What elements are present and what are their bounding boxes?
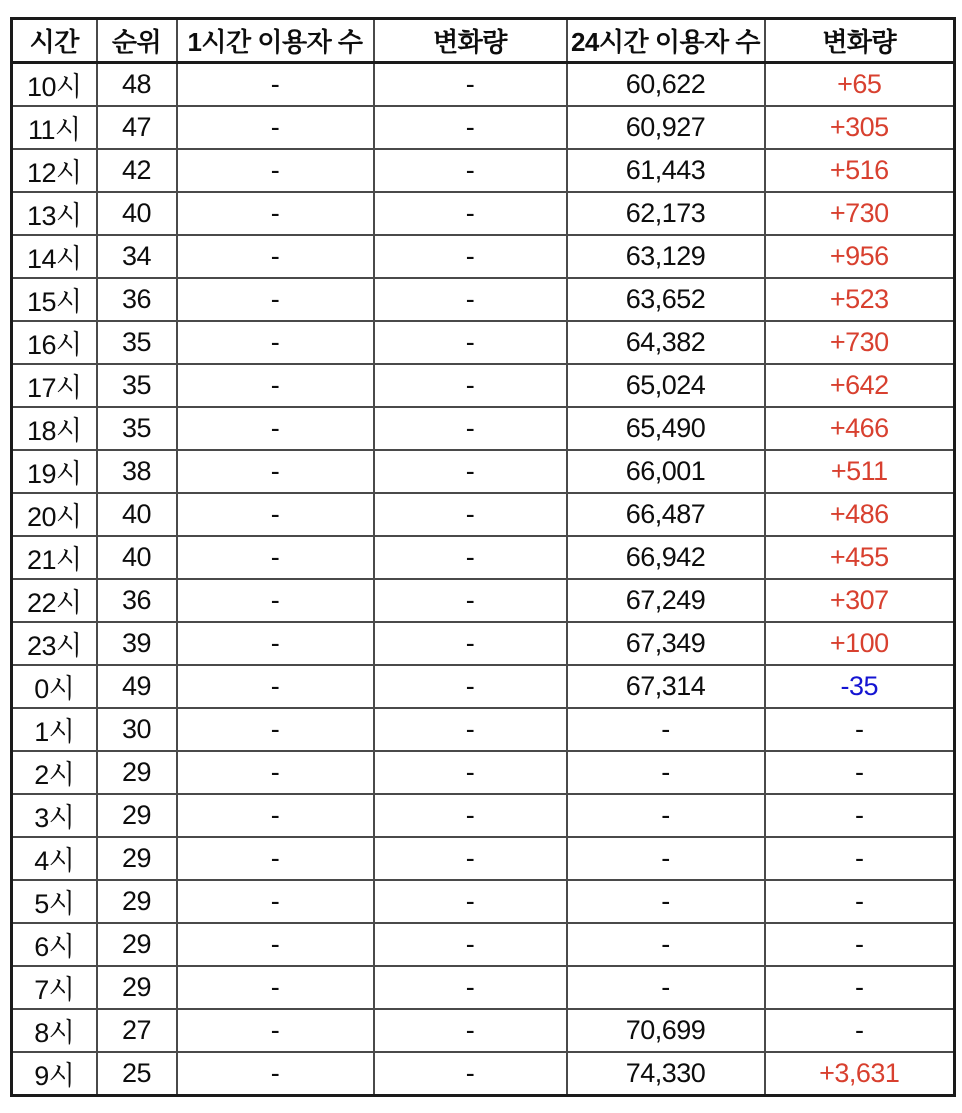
cell-hour-users: - xyxy=(177,1009,374,1052)
cell-hour-users: - xyxy=(177,923,374,966)
table-row xyxy=(12,321,955,364)
cell-time: 4시 xyxy=(12,837,97,880)
cell-hour-users: - xyxy=(177,278,374,321)
cell-hour-change: - xyxy=(374,536,567,579)
cell-day-change: +730 xyxy=(765,321,955,364)
cell-hour-users: - xyxy=(177,966,374,1009)
cell-time: 17시 xyxy=(12,364,97,407)
cell-day-users: 66,487 xyxy=(567,493,765,536)
cell-day-change: - xyxy=(765,751,955,794)
cell-hour-change: - xyxy=(374,1009,567,1052)
header-row xyxy=(12,19,955,63)
cell-hour-users: - xyxy=(177,622,374,665)
cell-time: 5시 xyxy=(12,880,97,923)
cell-hour-change: - xyxy=(374,794,567,837)
cell-day-users: 63,652 xyxy=(567,278,765,321)
cell-rank: 30 xyxy=(97,708,177,751)
table-row xyxy=(12,622,955,665)
cell-day-users: 60,927 xyxy=(567,106,765,149)
table-row xyxy=(12,966,955,1009)
cell-rank: 35 xyxy=(97,364,177,407)
table-row xyxy=(12,407,955,450)
cell-time: 18시 xyxy=(12,407,97,450)
cell-day-users: 63,129 xyxy=(567,235,765,278)
table-row xyxy=(12,536,955,579)
cell-time: 8시 xyxy=(12,1009,97,1052)
cell-rank: 40 xyxy=(97,493,177,536)
column-header-rank: 순위 xyxy=(97,19,177,63)
table-header xyxy=(12,19,955,63)
cell-hour-change: - xyxy=(374,837,567,880)
cell-hour-change: - xyxy=(374,493,567,536)
cell-day-users: - xyxy=(567,880,765,923)
cell-time: 19시 xyxy=(12,450,97,493)
table-row xyxy=(12,364,955,407)
cell-hour-users: - xyxy=(177,794,374,837)
table-container xyxy=(10,17,956,1097)
table-row xyxy=(12,450,955,493)
cell-hour-users: - xyxy=(177,837,374,880)
cell-time: 20시 xyxy=(12,493,97,536)
cell-day-users: - xyxy=(567,794,765,837)
column-header-day_change: 변화량 xyxy=(765,19,955,63)
cell-time: 3시 xyxy=(12,794,97,837)
cell-day-users: 70,699 xyxy=(567,1009,765,1052)
cell-day-change: -35 xyxy=(765,665,955,708)
cell-day-change: +307 xyxy=(765,579,955,622)
cell-day-change: +305 xyxy=(765,106,955,149)
table-row xyxy=(12,278,955,321)
cell-day-change: +511 xyxy=(765,450,955,493)
cell-rank: 29 xyxy=(97,751,177,794)
cell-day-users: - xyxy=(567,708,765,751)
table-row xyxy=(12,493,955,536)
cell-time: 22시 xyxy=(12,579,97,622)
cell-time: 16시 xyxy=(12,321,97,364)
cell-day-users: 65,490 xyxy=(567,407,765,450)
cell-hour-users: - xyxy=(177,450,374,493)
cell-hour-users: - xyxy=(177,407,374,450)
cell-hour-change: - xyxy=(374,192,567,235)
cell-time: 6시 xyxy=(12,923,97,966)
cell-hour-users: - xyxy=(177,751,374,794)
cell-hour-change: - xyxy=(374,321,567,364)
table-row xyxy=(12,751,955,794)
cell-rank: 35 xyxy=(97,321,177,364)
cell-hour-change: - xyxy=(374,622,567,665)
cell-hour-change: - xyxy=(374,665,567,708)
cell-time: 0시 xyxy=(12,665,97,708)
cell-time: 9시 xyxy=(12,1052,97,1096)
table-row xyxy=(12,837,955,880)
cell-rank: 48 xyxy=(97,63,177,107)
cell-day-users: 66,001 xyxy=(567,450,765,493)
cell-day-change: - xyxy=(765,880,955,923)
cell-time: 14시 xyxy=(12,235,97,278)
table-row xyxy=(12,1009,955,1052)
cell-hour-change: - xyxy=(374,407,567,450)
cell-time: 11시 xyxy=(12,106,97,149)
cell-day-change: +956 xyxy=(765,235,955,278)
cell-hour-users: - xyxy=(177,493,374,536)
column-header-time: 시간 xyxy=(12,19,97,63)
cell-day-change: - xyxy=(765,794,955,837)
cell-day-change: - xyxy=(765,1009,955,1052)
cell-hour-change: - xyxy=(374,149,567,192)
cell-day-users: 67,349 xyxy=(567,622,765,665)
cell-rank: 42 xyxy=(97,149,177,192)
cell-hour-users: - xyxy=(177,149,374,192)
cell-hour-users: - xyxy=(177,192,374,235)
cell-time: 2시 xyxy=(12,751,97,794)
cell-hour-change: - xyxy=(374,751,567,794)
cell-rank: 29 xyxy=(97,794,177,837)
cell-rank: 29 xyxy=(97,880,177,923)
cell-hour-change: - xyxy=(374,1052,567,1096)
cell-rank: 39 xyxy=(97,622,177,665)
cell-rank: 29 xyxy=(97,966,177,1009)
cell-hour-change: - xyxy=(374,579,567,622)
cell-hour-change: - xyxy=(374,364,567,407)
cell-day-change: +730 xyxy=(765,192,955,235)
cell-rank: 36 xyxy=(97,579,177,622)
cell-day-users: - xyxy=(567,923,765,966)
cell-time: 21시 xyxy=(12,536,97,579)
cell-hour-change: - xyxy=(374,880,567,923)
cell-hour-change: - xyxy=(374,235,567,278)
table-row xyxy=(12,579,955,622)
cell-rank: 25 xyxy=(97,1052,177,1096)
cell-hour-change: - xyxy=(374,450,567,493)
cell-day-users: 74,330 xyxy=(567,1052,765,1096)
cell-rank: 47 xyxy=(97,106,177,149)
cell-rank: 29 xyxy=(97,923,177,966)
table-row xyxy=(12,235,955,278)
cell-day-users: - xyxy=(567,966,765,1009)
cell-rank: 49 xyxy=(97,665,177,708)
cell-day-users: 67,249 xyxy=(567,579,765,622)
table-row xyxy=(12,106,955,149)
cell-time: 15시 xyxy=(12,278,97,321)
cell-day-users: 62,173 xyxy=(567,192,765,235)
cell-hour-change: - xyxy=(374,966,567,1009)
cell-day-change: - xyxy=(765,708,955,751)
cell-hour-users: - xyxy=(177,880,374,923)
cell-day-change: - xyxy=(765,923,955,966)
cell-time: 13시 xyxy=(12,192,97,235)
cell-day-change: +466 xyxy=(765,407,955,450)
column-header-hour_change: 변화량 xyxy=(374,19,567,63)
cell-time: 12시 xyxy=(12,149,97,192)
cell-day-users: 60,622 xyxy=(567,63,765,107)
cell-rank: 27 xyxy=(97,1009,177,1052)
cell-hour-change: - xyxy=(374,708,567,751)
cell-day-users: - xyxy=(567,837,765,880)
column-header-hour_users: 1시간 이용자 수 xyxy=(177,19,374,63)
cell-hour-users: - xyxy=(177,1052,374,1096)
cell-hour-change: - xyxy=(374,923,567,966)
table-row xyxy=(12,880,955,923)
cell-hour-users: - xyxy=(177,708,374,751)
cell-day-users: 66,942 xyxy=(567,536,765,579)
cell-rank: 35 xyxy=(97,407,177,450)
table-row xyxy=(12,665,955,708)
cell-day-change: - xyxy=(765,966,955,1009)
table-row xyxy=(12,149,955,192)
cell-day-change: +516 xyxy=(765,149,955,192)
cell-day-users: 65,024 xyxy=(567,364,765,407)
cell-hour-users: - xyxy=(177,536,374,579)
cell-day-change: +455 xyxy=(765,536,955,579)
cell-time: 10시 xyxy=(12,63,97,107)
cell-day-change: +65 xyxy=(765,63,955,107)
table-row xyxy=(12,923,955,966)
cell-hour-users: - xyxy=(177,364,374,407)
cell-day-change: - xyxy=(765,837,955,880)
cell-hour-change: - xyxy=(374,63,567,107)
cell-hour-users: - xyxy=(177,321,374,364)
cell-day-users: - xyxy=(567,751,765,794)
table-row xyxy=(12,708,955,751)
cell-rank: 38 xyxy=(97,450,177,493)
hourly-usage-stats-table xyxy=(10,17,956,1097)
table-body xyxy=(12,63,955,1096)
table-row xyxy=(12,794,955,837)
cell-rank: 29 xyxy=(97,837,177,880)
cell-hour-change: - xyxy=(374,278,567,321)
cell-hour-users: - xyxy=(177,235,374,278)
cell-hour-users: - xyxy=(177,579,374,622)
cell-rank: 40 xyxy=(97,192,177,235)
cell-day-change: +642 xyxy=(765,364,955,407)
cell-hour-users: - xyxy=(177,63,374,107)
cell-hour-change: - xyxy=(374,106,567,149)
cell-time: 1시 xyxy=(12,708,97,751)
table-row xyxy=(12,192,955,235)
column-header-day_users: 24시간 이용자 수 xyxy=(567,19,765,63)
cell-day-change: +523 xyxy=(765,278,955,321)
cell-time: 23시 xyxy=(12,622,97,665)
cell-day-users: 61,443 xyxy=(567,149,765,192)
cell-day-change: +3,631 xyxy=(765,1052,955,1096)
cell-day-users: 67,314 xyxy=(567,665,765,708)
table-row xyxy=(12,1052,955,1096)
cell-hour-users: - xyxy=(177,665,374,708)
cell-time: 7시 xyxy=(12,966,97,1009)
cell-rank: 34 xyxy=(97,235,177,278)
cell-day-change: +100 xyxy=(765,622,955,665)
table-row xyxy=(12,63,955,107)
cell-rank: 36 xyxy=(97,278,177,321)
cell-rank: 40 xyxy=(97,536,177,579)
cell-hour-users: - xyxy=(177,106,374,149)
cell-day-change: +486 xyxy=(765,493,955,536)
cell-day-users: 64,382 xyxy=(567,321,765,364)
